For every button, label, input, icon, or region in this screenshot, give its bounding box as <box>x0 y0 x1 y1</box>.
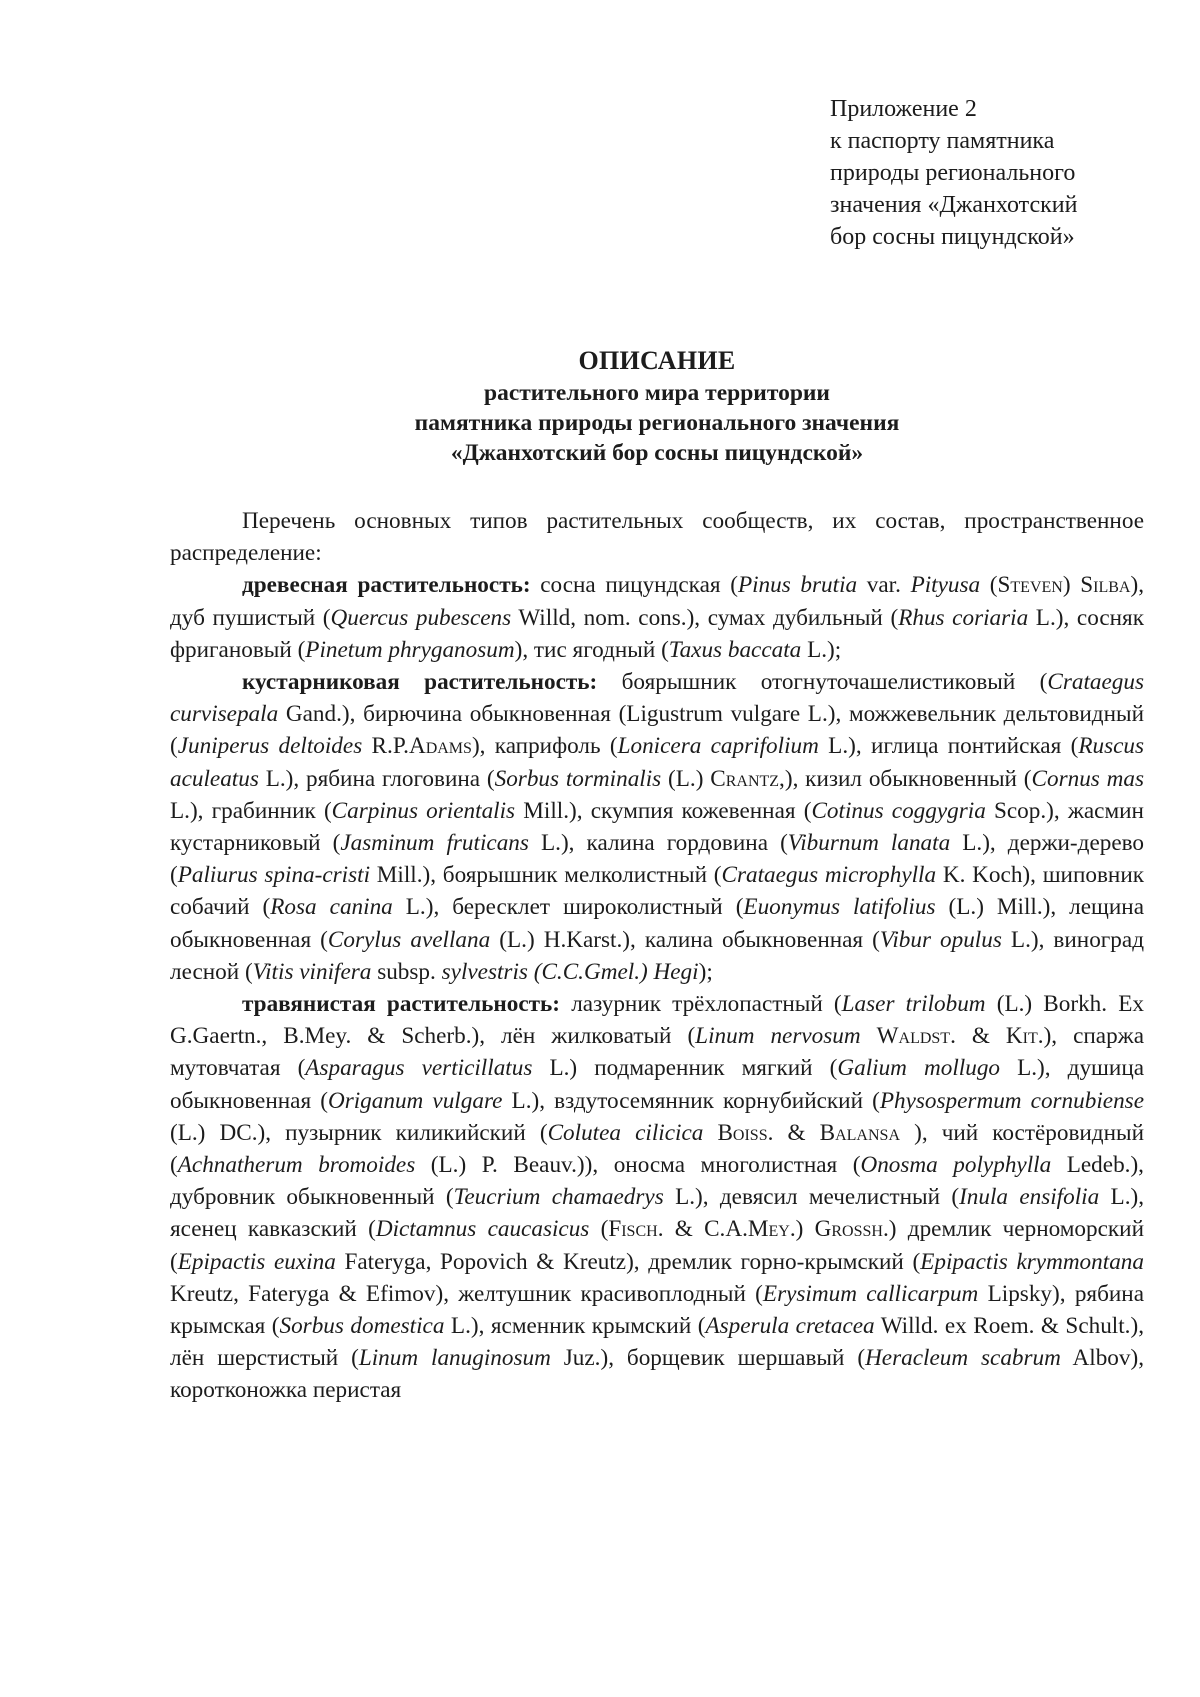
author-name: Grossh <box>814 1216 883 1243</box>
section-lead: древесная растительность: <box>242 572 531 599</box>
text-run: ) <box>1062 572 1081 599</box>
section-lead: кустарниковая растительность: <box>242 669 598 696</box>
author-name: Boiss <box>717 1119 768 1146</box>
text-run: L.), бересклет широколистный ( <box>392 894 744 921</box>
latin-name: Pinus brutia <box>737 572 858 599</box>
text-run: ), чий костёровидный ( <box>170 1119 1145 1179</box>
latin-name: Ruscus aculeatus <box>170 733 1145 792</box>
author-name: Crantz <box>710 765 780 792</box>
text-run <box>861 1023 877 1049</box>
latin-name: Physospermum cornubiense <box>879 1087 1144 1114</box>
text-run: (L.) DC.), пузырник киликийский ( <box>170 1119 548 1146</box>
latin-name: Onosma polyphylla <box>860 1152 1052 1179</box>
text-run: L.), ясменник крымский ( <box>444 1313 706 1340</box>
latin-name: Vibur opulus <box>879 926 1002 953</box>
latin-name: Sorbus torminalis <box>494 765 662 792</box>
text-run: var. <box>857 572 911 599</box>
text-run: Willd. ex Roem. & Schult.), лён шерстистый ( <box>170 1313 1144 1372</box>
author-name: Mey <box>747 1216 790 1243</box>
text-run: L.); <box>801 636 842 663</box>
latin-name: Rhus coriaria <box>898 604 1029 631</box>
text-run: Mill.), боярышник мелколистный ( <box>370 862 722 889</box>
appendix-line: значения «Джанхотский <box>830 192 1078 218</box>
text-run: ), дуб пушистый ( <box>170 572 1144 631</box>
text-run: L.) подмаренник мягкий ( <box>532 1055 838 1082</box>
text-run: Scop.), жасмин кустарниковый ( <box>170 797 1144 857</box>
latin-name: Galium mollugo <box>837 1055 1001 1082</box>
latin-name: Euonymus latifolius <box>743 894 936 921</box>
text-run: L.), ясенец кавказский ( <box>170 1184 1145 1243</box>
text-run: Fateryga, Popovich & Kreutz), дремлик горно-крымский ( <box>335 1248 921 1275</box>
text-run: L.), вздутосемянник корнубийский ( <box>502 1087 880 1114</box>
text-run: Lipsky), рябина крымская ( <box>170 1280 1144 1340</box>
text-run: .) <box>789 1216 815 1243</box>
latin-name: Carpinus orientalis <box>331 797 516 824</box>
text-run: L.), рябина глоговина ( <box>258 765 495 792</box>
author-name: Kit <box>1005 1023 1038 1050</box>
text-run: (L.) P. Beauv.)), оносма многолистная ( <box>415 1152 861 1179</box>
latin-name: Sorbus domestica <box>279 1313 445 1340</box>
text-run: Juz.), борщевик шершавый ( <box>550 1345 866 1372</box>
latin-name: Asperula cretacea <box>705 1313 875 1340</box>
author-name: Silba <box>1080 572 1131 599</box>
latin-name: Corylus avellana <box>327 926 491 953</box>
author-name: Balansa <box>819 1119 900 1146</box>
text-run: L.), сосняк фригановый ( <box>170 604 1144 663</box>
appendix-line: природы регионального <box>830 160 1076 186</box>
text-run: L.), девясил мечелистный ( <box>663 1184 960 1211</box>
latin-name: Pityusa <box>910 572 981 599</box>
text-run: Kreutz, Fateryga & Efimov), желтушник красивоплодный ( <box>170 1280 763 1307</box>
appendix-line: к паспорту памятника <box>830 128 1055 154</box>
text-run: (L.) Borkh. Ex G.Gaertn., B.Mey. & Scherb.), лён жилковатый ( <box>170 991 1144 1050</box>
section-text <box>170 669 1144 985</box>
text-run: боярышник отогнуточашелистиковый ( <box>597 669 1048 696</box>
latin-name: Taxus baccata <box>668 636 802 663</box>
text-run: ( <box>589 1216 609 1243</box>
section-paragraph-shrubs <box>170 666 1144 988</box>
latin-name: Erysimum callicarpum <box>762 1280 979 1307</box>
text-run: Ledeb.), дубровник обыкновенный ( <box>170 1152 1144 1211</box>
text-run: (L.) <box>661 765 711 792</box>
text-run: ( <box>980 572 998 599</box>
latin-name: Linum nervosum <box>695 1023 861 1050</box>
text-run: L.), иглица понтийская ( <box>818 733 1079 760</box>
latin-name: sylvestris (C.C.Gmel.) Hegi <box>441 958 699 985</box>
text-run: . & C.A. <box>657 1216 748 1243</box>
text-run: (L.) H.Karst.), калина обыкновенная ( <box>490 926 880 953</box>
latin-name: Dictamnus caucasicus <box>375 1216 590 1243</box>
author-name: Waldst <box>876 1023 951 1050</box>
intro-paragraph: Перечень основных типов растительных сообществ, их состав, пространственное распределение: <box>170 508 1144 567</box>
appendix-line: бор сосны пицундской» <box>830 224 1075 250</box>
latin-name: Quercus pubescens <box>330 604 512 631</box>
text-run: ,), кизил обыкновенный ( <box>779 765 1032 792</box>
text-run: L.), держи-дерево ( <box>170 830 1144 889</box>
latin-name: Laser trilobum <box>841 991 986 1018</box>
text-run: R.P. <box>362 733 409 760</box>
text-run: (L.) Mill.), лещина обыкновенная ( <box>170 894 1145 953</box>
text-run: Willd, nom. cons.), сумах дубильный ( <box>511 604 899 631</box>
text-run: ); <box>698 958 713 985</box>
title-subline: памятника природы регионального значения <box>414 410 900 436</box>
text-run: сосна пицундская ( <box>530 572 738 599</box>
appendix-note <box>830 93 1077 253</box>
author-name: Adams <box>408 733 472 760</box>
latin-name: Heracleum scabrum <box>865 1345 1061 1372</box>
latin-name: Linum lanuginosum <box>358 1345 551 1372</box>
text-run: L.), грабинник ( <box>170 797 332 824</box>
latin-name: Lonicera caprifolium <box>617 733 819 760</box>
appendix-line: Приложение 2 <box>830 96 977 122</box>
title-subline: растительного мира территории <box>484 380 830 406</box>
text-run: K. Koch), шиповник собачий ( <box>170 862 1144 921</box>
latin-name: Crataegus curvisepala <box>170 669 1144 728</box>
text-run: .), спаржа мутовчатая ( <box>170 1023 1144 1082</box>
title-main: ОПИСАНИЕ <box>578 346 736 375</box>
latin-name: Origanum vulgare <box>327 1087 503 1114</box>
text-run: лазурник трёхлопастный ( <box>560 991 842 1018</box>
latin-name: Achnatherum bromoides <box>177 1152 416 1179</box>
latin-name: Epipactis euxina <box>177 1248 336 1275</box>
latin-name: Crataegus microphylla <box>721 862 937 889</box>
latin-name: Rosa canina <box>270 894 393 921</box>
latin-name: Cotinus coggygria <box>811 797 986 824</box>
text-run: ), каприфоль ( <box>471 733 618 760</box>
text-run: .) дремлик черноморский ( <box>170 1216 1144 1275</box>
document-body <box>170 505 1144 1407</box>
text-run: L.), виноград лесной ( <box>170 926 1144 985</box>
section-paragraph-trees <box>170 569 1144 666</box>
text-run: Gand.), бирючина обыкновенная (Ligustrum vulgare L.), можжевельник дельтовидный ( <box>170 701 1144 760</box>
text-run: subsp. <box>371 958 442 985</box>
latin-name: Asparagus verticillatus <box>305 1055 533 1082</box>
text-run: . & <box>767 1119 820 1146</box>
latin-name: Vitis vinifera <box>252 958 372 985</box>
author-name: Steven <box>997 572 1063 599</box>
text-run: L.), душица обыкновенная ( <box>170 1055 1145 1114</box>
section-text <box>170 991 1144 1403</box>
latin-name: Cornus mas <box>1031 765 1144 792</box>
text-run <box>703 1120 717 1146</box>
latin-name: Teucrium chamaedrys <box>453 1184 664 1211</box>
latin-name: Jasminum fruticans <box>340 830 529 857</box>
text-run: ), тис ягодный ( <box>514 636 669 663</box>
latin-name: Inula ensifolia <box>959 1184 1100 1211</box>
title-subline: «Джанхотский бор сосны пицундской» <box>450 440 864 466</box>
latin-name: Epipactis krymmontana <box>920 1248 1144 1275</box>
section-lead: травянистая растительность: <box>242 991 561 1018</box>
author-name: Fisch <box>608 1216 658 1243</box>
section-paragraph-herbs <box>170 988 1144 1407</box>
latin-name: Pinetum phryganosum <box>305 636 515 663</box>
latin-name: Colutea cilicica <box>547 1119 704 1146</box>
text-run: Albov), коротконожка перистая <box>170 1345 1145 1404</box>
text-run: Mill.), скумпия кожевенная ( <box>515 797 812 824</box>
latin-name: Viburnum lanata <box>787 830 951 857</box>
text-run: . & <box>950 1023 1006 1050</box>
latin-name: Juniperus deltoides <box>177 733 363 760</box>
text-run: L.), калина гордовина ( <box>528 830 788 857</box>
document-title <box>170 344 1144 468</box>
latin-name: Paliurus spina-cristi <box>177 862 371 889</box>
